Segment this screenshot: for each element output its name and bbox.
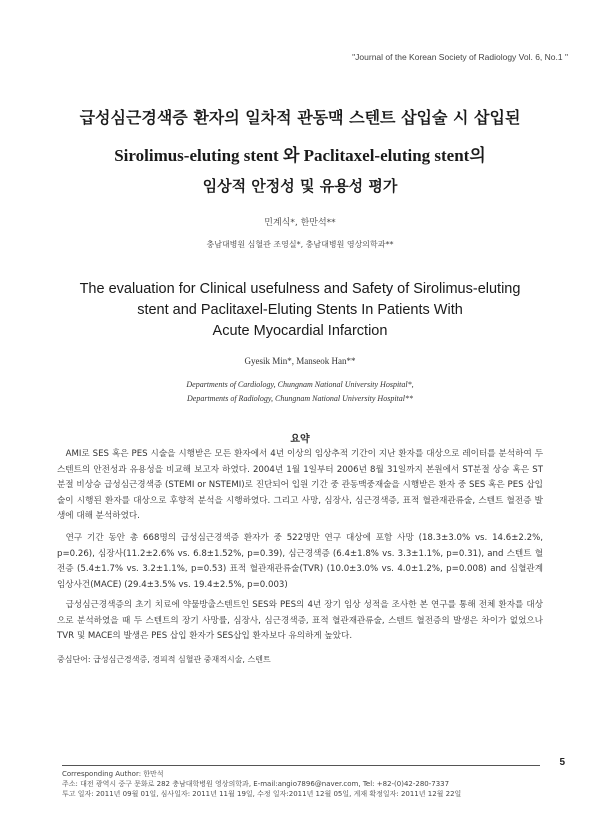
korean-title-line-2: Sirolimus-eluting stent 와 Paclitaxel-eluting stent의	[114, 146, 486, 165]
abstract-paragraph-2: 연구 기간 동안 총 668명의 급성심근경색증 환자가 중 522명만 연구 대상에 포함 사망 (18.3±3.0% vs. 14.6±2.2%, p=0.26), 심장사(11.2±2.6% vs. 6.8±1.52%, p=0.39), 심근경색증 (6.4±1.8% vs. 3.3±1.1%, p=0.31), and 스텐트 혈전증 (5.4±1.7% vs. 3.2±1.1%, p=0.53) 표적 혈관재관류술(TVR) (10.0±3.0% vs. 4.0±1.2%, p=0.008) and 심혈관계 임상사건(MACE) (29.4±3.5% vs. 19.4±2.5%, p=0.003)	[57, 533, 543, 590]
abstract-paragraph-1: AMI로 SES 혹은 PES 시술을 시행받은 모든 환자에서 4년 이상의 임상추적 기간이 지난 환자를 대상으로 레이터를 분석하여 두 스텐트의 안전성과 유용성을 비교해 보고자 하였다. 2004년 1월 1일부터 2006년 8월 31일까지 본원에서 ST분절 상승 혹은 ST 분절 비상승 급성심근경색증 (STEMI or NSTEMI)로 진단되어 입원 기간 중 관동맥중재술을 시행받은 환자 중 SES 혹은 PES 삽입술이 시행된 환자를 대상으로 후향적 분석을 시행하였다. 그리고 사망, 심장사, 심근경색증, 표적 혈관재관류술, 스텐트 혈전증 발생에 대해 분석하였다.	[57, 449, 543, 521]
page-number: 5	[559, 757, 565, 768]
journal-header: "Journal of the Korean Society of Radiology Vol. 6, No.1 "	[352, 52, 568, 62]
footer	[62, 765, 540, 799]
korean-title-line-1: 급성심근경색증 환자의 일차적 관동맥 스텐트 삽입술 시 삽입된	[79, 108, 521, 127]
authors-korean: 민계식*, 한만석**	[264, 218, 336, 228]
english-title-line-2: stent and Paclitaxel-Eluting Stents In Patients With	[137, 302, 463, 318]
authors-english: Gyesik Min*, Manseok Han**	[244, 356, 356, 366]
abstract-paragraph-3: 급성심근경색증의 초기 치료에 약물방출스텐트인 SES와 PES의 4년 장기 임상 성적을 조사한 본 연구를 통해 전체 환자를 대상으로 분석하였을 때 두 스텐트의 장기 사망률, 심장사, 심근경색증, 표적 혈관재관류술, 스텐트 혈전증의 발생은 차이가 없었으나 TVR 및 MACE의 발생은 PES 삽입 환자가 SES삽입 환자보다 유의하게 높았다.	[57, 600, 543, 641]
abstract-heading: 요약	[290, 434, 310, 445]
keywords: 중심단어: 급성심근경색증, 경피적 심혈관 중재적시술, 스텐트	[57, 655, 271, 664]
affiliation-korean: 충남대병원 심혈관 조영실*, 충남대병원 영상의학과**	[206, 240, 394, 249]
affiliation-english-line-1: Departments of Cardiology, Chungnam National University Hospital*,	[186, 380, 414, 389]
korean-title-line-3: 임상적 안정성 및 유용성 평가	[202, 177, 398, 195]
corresponding-author: Corresponding Author: 한만석	[62, 770, 164, 778]
english-title-line-1: The evaluation for Clinical usefulness and Safety of Sirolimus-eluting	[79, 281, 521, 297]
author-address: 주소: 대전 광역시 중구 문화로 282 충남대학병원 영상의학과, E-mail:angio7896@naver.com, Tel: +82-(0)42-280-7337	[62, 780, 450, 788]
submission-dates: 투고 일자: 2011년 09월 01일, 심사일자: 2011년 11월 19일, 수정 일자:2011년 12월 05일, 게재 확정일자: 2011년 12월 22일	[62, 790, 462, 798]
affiliation-english-line-2: Departments of Radiology, Chungnam National University Hospital**	[187, 394, 413, 403]
english-title-line-3: Acute Myocardial Infarction	[212, 323, 388, 339]
